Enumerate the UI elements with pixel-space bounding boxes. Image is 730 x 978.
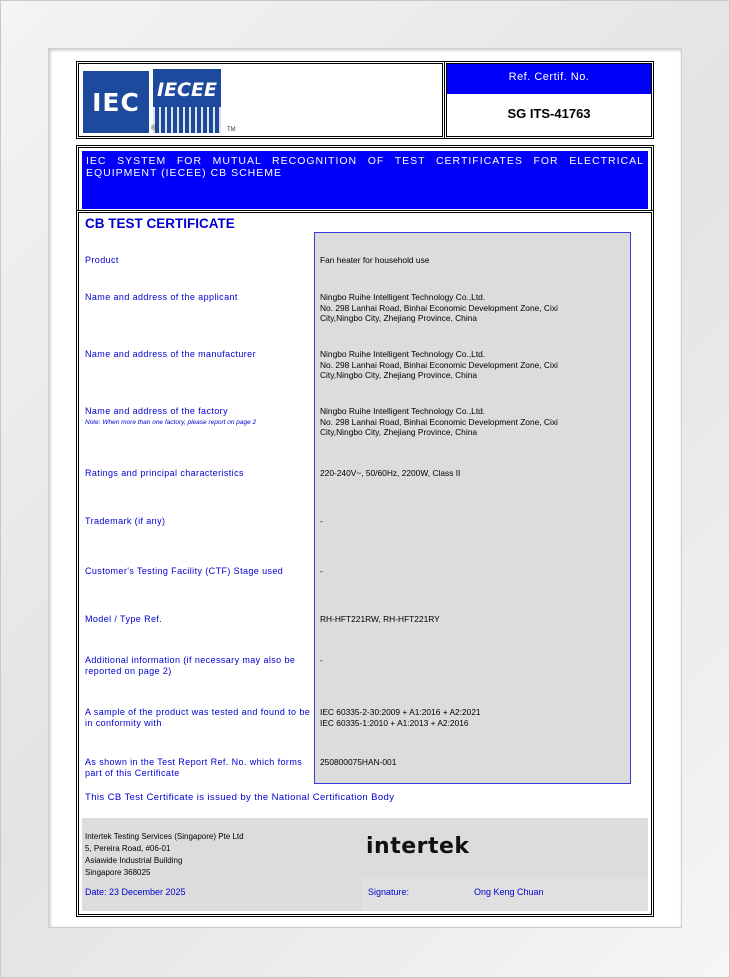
- label-text: Name and address of the manufacturer: [85, 349, 256, 359]
- iec-logo-text: IEC: [92, 87, 140, 117]
- ncb-address-line: Asiawide Industrial Building: [85, 856, 183, 865]
- label-manufacturer: [85, 349, 311, 360]
- value-model: RH-HFT221RW, RH-HFT221RY: [320, 614, 440, 624]
- signature-name: Ong Keng Chuan: [474, 887, 544, 897]
- system-title: IEC SYSTEM FOR MUTUAL RECOGNITION OF TEST CERTIFICATES FOR ELECTRICAL EQUIPMENT (IECEE) CB SCHEME: [82, 151, 648, 209]
- label-text: Model / Type Ref.: [85, 614, 163, 624]
- intertek-logo: intertek: [366, 834, 470, 859]
- factory-note: Note: When more than one factory, please report on page 2: [85, 419, 257, 426]
- value-applicant: Ningbo Ruihe Intelligent Technology Co.,Ltd. No. 298 Lanhai Road, Binhai Economic Development Zone, Cixi City,Ningbo City, Zhejiang Province, China: [320, 292, 558, 323]
- label-factory: [85, 406, 311, 428]
- label-product: [85, 255, 311, 266]
- value-trademark: -: [320, 516, 323, 526]
- label-text: As shown in the Test Report Ref. No. which forms part of this Certificate: [85, 757, 303, 778]
- value-ratings: 220-240V~, 50/60Hz, 2200W, Class II: [320, 468, 461, 478]
- logo-box: [76, 61, 445, 139]
- ref-certificate-number: SG ITS-41763: [507, 106, 591, 121]
- value-conformity: IEC 60335-2-30:2009 + A1:2016 + A2:2021 IEC 60335-1:2010 + A1:2013 + A2:2016: [320, 707, 481, 728]
- label-text: Customer's Testing Facility (CTF) Stage used: [85, 566, 284, 576]
- value-manufacturer: Ningbo Ruihe Intelligent Technology Co.,Ltd. No. 298 Lanhai Road, Binhai Economic Development Zone, Cixi City,Ningbo City, Zhejiang Province, China: [320, 349, 558, 380]
- label-ratings: [85, 468, 311, 479]
- ncb-address-line: 5, Pereira Road, #06-01: [85, 844, 171, 853]
- trademark-mark: TM: [227, 127, 236, 133]
- issued-by-statement: This CB Test Certificate is issued by the National Certification Body: [85, 792, 395, 803]
- label-text: A sample of the product was tested and found to be in conformity with: [85, 707, 311, 728]
- value-product: Fan heater for household use: [320, 255, 430, 265]
- certificate-title: CB TEST CERTIFICATE: [85, 216, 235, 231]
- label-ctf: [85, 566, 311, 577]
- label-additional-info: [85, 655, 311, 677]
- label-text: Trademark (if any): [85, 516, 166, 526]
- value-additional-info: -: [320, 655, 323, 665]
- registered-mark: ®: [151, 125, 157, 132]
- cb-certificate: [76, 61, 654, 917]
- label-trademark: [85, 516, 311, 527]
- label-text: Name and address of the factory: [85, 406, 228, 416]
- logos: [83, 69, 236, 133]
- label-text: Additional information (if necessary may also be reported on page 2): [85, 655, 296, 676]
- ncb-name: Intertek Testing Services (Singapore) Pte Ltd: [85, 832, 244, 841]
- ncb-address: [85, 831, 244, 879]
- label-test-report: [85, 757, 311, 779]
- iecee-logo: [153, 69, 221, 133]
- value-test-report: 250800075HAN-001: [320, 757, 397, 767]
- ref-certificate-box: [444, 61, 654, 139]
- label-applicant: [85, 292, 311, 303]
- label-conformity: [85, 707, 311, 729]
- ncb-address-line: Singapore 368025: [85, 868, 151, 877]
- iec-logo: [83, 71, 149, 133]
- iecee-logo-text: IECEE: [157, 79, 217, 101]
- certificate-body: [76, 210, 654, 917]
- label-text: Product: [85, 255, 119, 265]
- value-ctf: -: [320, 566, 323, 576]
- label-text: Ratings and principal characteristics: [85, 468, 244, 478]
- value-factory: Ningbo Ruihe Intelligent Technology Co.,Ltd. No. 298 Lanhai Road, Binhai Economic Development Zone, Cixi City,Ningbo City, Zhejiang Province, China: [320, 406, 558, 437]
- ncb-footer: [82, 818, 648, 911]
- iecee-logo-stripes: [153, 107, 221, 133]
- signature-label: Signature:: [368, 887, 410, 897]
- label-model: [85, 614, 311, 625]
- issue-date: Date: 23 December 2025: [85, 887, 186, 897]
- system-title-box: [76, 145, 654, 215]
- ref-certificate-label: Ref. Certif. No.: [447, 64, 651, 94]
- label-text: Name and address of the applicant: [85, 292, 238, 302]
